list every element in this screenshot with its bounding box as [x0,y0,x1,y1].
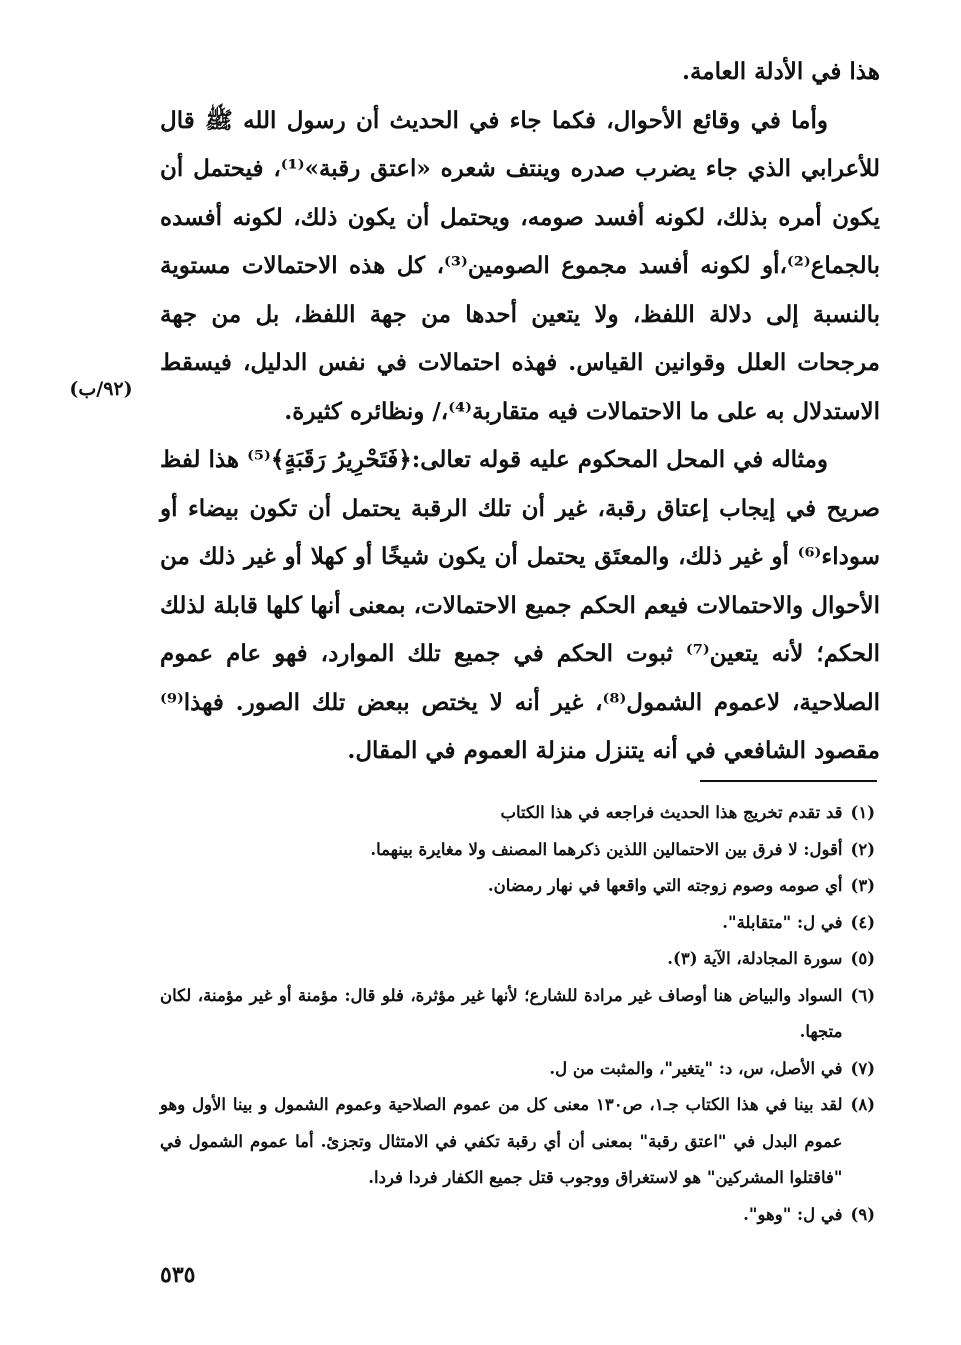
footnote-text: سورة المجادلة، الآية (٣). [667,949,843,968]
footnote-number: (٨) [850,1095,875,1114]
footnote-number: (١) [850,803,875,822]
footnote-text: في ل: "وهو". [743,1204,843,1224]
footnote-number: (٤) [850,912,875,932]
footnote [160,978,875,1051]
footnote-number: (٢) [850,839,875,859]
footnote-text: في الأصل، س، د: "يتغير"، والمثبت من ل. [549,1058,843,1078]
footnote-divider [700,780,877,782]
paragraph-circumstances: وأما في وقائع الأحوال، فكما جاء في الحديث أن رسول الله ﷺ قال للأعرابي الذي جاء يضرب صدره وينتف شعره «اعتق رقبة»⁽¹⁾، فيحتمل أن يكون أمره بذلك، لكونه أفسد صومه، ويحتمل أن يكون ذلك، لكونه أفسده بالجماع⁽²⁾،أو لكونه أفسد مجموع الصومين⁽³⁾، كل هذه الاحتمالات مستوية بالنسبة إلى دلالة اللفظ، ولا يتعين أحدها من جهة اللفظ، بل من جهة مرجحات العلل وقوانين القياس. فهذه احتمالات في نفس الدليل، فيسقط الاستدلال به على ما الاحتمالات فيه متقاربة⁽⁴⁾،/ ونظائره كثيرة. [160,106,881,425]
paragraph-example: ومثاله في المحل المحكوم عليه قوله تعالى:﴿فَتَحْرِيرُ رَقَبَةٍ﴾⁽⁵⁾ هذا لفظ صريح في إيجاب إعتاق رقبة، غير أن تلك الرقبة يحتمل أن تكون بيضاء أو سوداء⁽⁶⁾ أو غير ذلك، والمعتَق يحتمل أن يكون شيخًا أو كهلا أو غير ذلك من الأحوال والاحتمالات فيعم الحكم جميع الاحتمالات، بمعنى أنها كلها قابلة لذلك الحكم؛ لأنه يتعين⁽⁷⁾ ثبوت الحكم في جميع تلك الموارد، فهو عام عموم الصلاحية، لاعموم الشمول⁽⁸⁾، غير أنه لا يختص ببعض تلك الصور. فهذا⁽⁹⁾ مقصود الشافعي في أنه يتنزل منزلة العموم في المقال. [159,446,880,764]
footnote-number: (٦) [850,985,875,1005]
footnote [160,868,875,905]
footnote-text: لقد بينا في هذا الكتاب جـ١، ص١٣٠ معنى كل من عموم الصلاحية وعموم الشمول و بينا الأول وهو عموم البدل في "اعتق رقبة" بمعنى أن أي رقبة تكفي في الامتثال وتجزئ. أما عموم الشمول في "فاقتلوا المشركين" هو لاستغراق ووجوب قتل جميع الكفار فردا فردا. [160,1095,843,1187]
page-number: ٥٣٥ [160,1262,196,1288]
footnote-number: (٩) [850,1204,875,1224]
main-text [160,48,880,776]
footnote [160,832,875,869]
footnote [160,905,875,942]
footnote-text: السواد والبياض هنا أوصاف غير مرادة للشارع؛ لأنها غير مؤثرة، فلو قال: مؤمنة أو غير مؤمنة، لكان متجها. [160,985,843,1041]
footnote-number: (٧) [850,1058,875,1078]
paragraph-intro: هذا في الأدلة العامة. [681,58,880,85]
footnote [160,795,875,832]
footnote [160,941,875,978]
footnote [160,1197,875,1234]
footnote-text: في ل: "متقابلة". [722,912,843,932]
footnote-number: (٣) [850,876,875,895]
footnote-text: أقول: لا فرق بين الاحتمالين اللذين ذكرهما المصنف ولا مغايرة بينهما. [370,839,843,859]
footnote [160,1087,875,1197]
footnote-text: أي صومه وصوم زوجته التي واقعها في نهار رمضان. [487,876,843,895]
footnote [160,1051,875,1088]
footnote-text: قد تقدم تخريج هذا الحديث فراجعه في هذا الكتاب [500,803,843,822]
footnote-number: (٥) [850,949,875,968]
footnotes [160,795,875,1233]
margin-folio-note: (٩٢/ب) [69,378,133,400]
